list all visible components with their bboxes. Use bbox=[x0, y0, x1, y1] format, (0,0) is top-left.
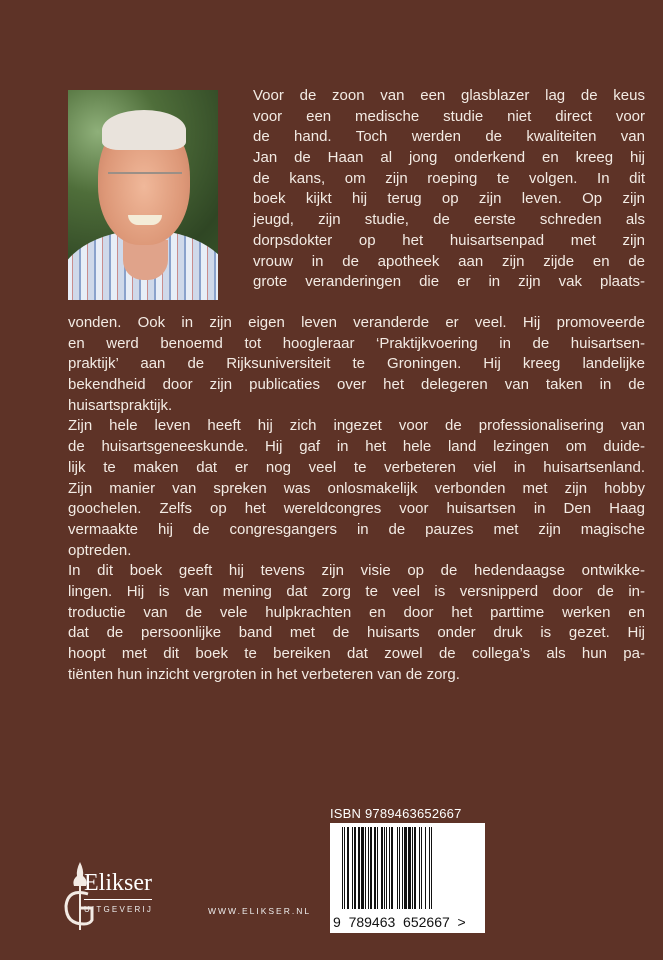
text-line: praktijk’ aan de Rijksuniversiteit te Groningen. Hij kreeg landelijke bbox=[68, 355, 645, 373]
text-line: troductie van de vele hulpkrachten en door het parttime werken en bbox=[68, 603, 645, 621]
text-line: lijk te maken dat er nog veel te verbeteren viel in huisartsenland. bbox=[68, 458, 645, 476]
text-line: voor een medische studie niet direct voor bbox=[253, 107, 645, 125]
barcode-digits: 9 789463 652667 > bbox=[333, 914, 466, 930]
text-line: dorpsdokter op het huisartsenpad met zijn bbox=[253, 231, 645, 249]
barcode-bar bbox=[432, 827, 433, 909]
text-line: hoopt met dit boek te bereiken dat zowel de collega’s als hun pa- bbox=[68, 645, 645, 662]
text-line: Voor de zoon van een glasblazer lag de keus bbox=[253, 87, 645, 104]
text-line: grote veranderingen die er in zijn vak plaats- bbox=[253, 273, 645, 291]
text-line: In dit boek geeft hij tevens zijn visie op de hedendaagse ontwikke- bbox=[68, 562, 645, 580]
text-line: vonden. Ook in zijn eigen leven veranderde er veel. Hij promoveerde bbox=[68, 314, 645, 331]
text-line: en werd benoemd tot hoogleraar ‘Praktijkvoering in de huisartsen- bbox=[68, 334, 645, 352]
text-line: lingen. Hij is van mening dat zorg te veel is versnipperd door de in- bbox=[68, 582, 645, 600]
logo-divider bbox=[84, 899, 152, 900]
isbn-label: ISBN 9789463652667 bbox=[330, 806, 462, 821]
text-line: huisartspraktijk. bbox=[68, 396, 173, 414]
text-line: goochelen. Zelfs op het wereldcongres voor huisartsen in Den Haag bbox=[68, 500, 645, 518]
publisher-subtitle: UITGEVERIJ bbox=[84, 905, 154, 914]
text-line: de hand. Toch werden de kwaliteiten van bbox=[253, 128, 645, 146]
text-line: vrouw in de apotheek aan zijn zijde en de bbox=[253, 252, 645, 270]
text-line: Jan de Haan al jong onderkend en kreeg hij bbox=[253, 149, 645, 167]
photo-smile bbox=[128, 215, 162, 225]
text-line: de kans, om zijn roeping te volgen. In dit bbox=[253, 169, 645, 187]
text-line: bekendheid door zijn publicaties over het delegeren van taken in de bbox=[68, 376, 645, 394]
text-line: tiënten hun inzicht vergroten in het verbeteren van de zorg. bbox=[68, 665, 460, 683]
text-line: Zijn hele leven heeft hij zich ingezet voor de professionalisering van bbox=[68, 417, 645, 435]
text-line: Zijn manier van spreken was onlosmakelijk verbonden met zijn hobby bbox=[68, 479, 645, 497]
text-line: jeugd, zijn studie, de eerste schreden als bbox=[253, 211, 645, 229]
photo-neck bbox=[123, 240, 168, 280]
photo-glasses bbox=[108, 172, 182, 188]
blurb-top-text bbox=[253, 86, 645, 293]
photo-hair bbox=[102, 110, 186, 150]
publisher-website[interactable]: WWW.ELIKSER.NL bbox=[208, 906, 312, 916]
text-line: dat de persoonlijke band met de huisarts onder druk is gezet. Hij bbox=[68, 624, 645, 642]
text-line: boek kijkt hij terug op zijn leven. Op zijn bbox=[253, 190, 645, 208]
barcode-bars bbox=[342, 827, 472, 909]
author-photo bbox=[68, 90, 218, 300]
barcode bbox=[330, 823, 485, 933]
blurb-body-text bbox=[68, 313, 645, 685]
text-line: optreden. bbox=[68, 541, 132, 559]
text-line: vermaakte hij de congresgangers in de pauzes met zijn magische bbox=[68, 520, 645, 538]
text-line: de huisartsgeneeskunde. Hij gaf in het hele land lezingen om duide- bbox=[68, 438, 645, 456]
publisher-name: Elikser bbox=[84, 870, 152, 896]
